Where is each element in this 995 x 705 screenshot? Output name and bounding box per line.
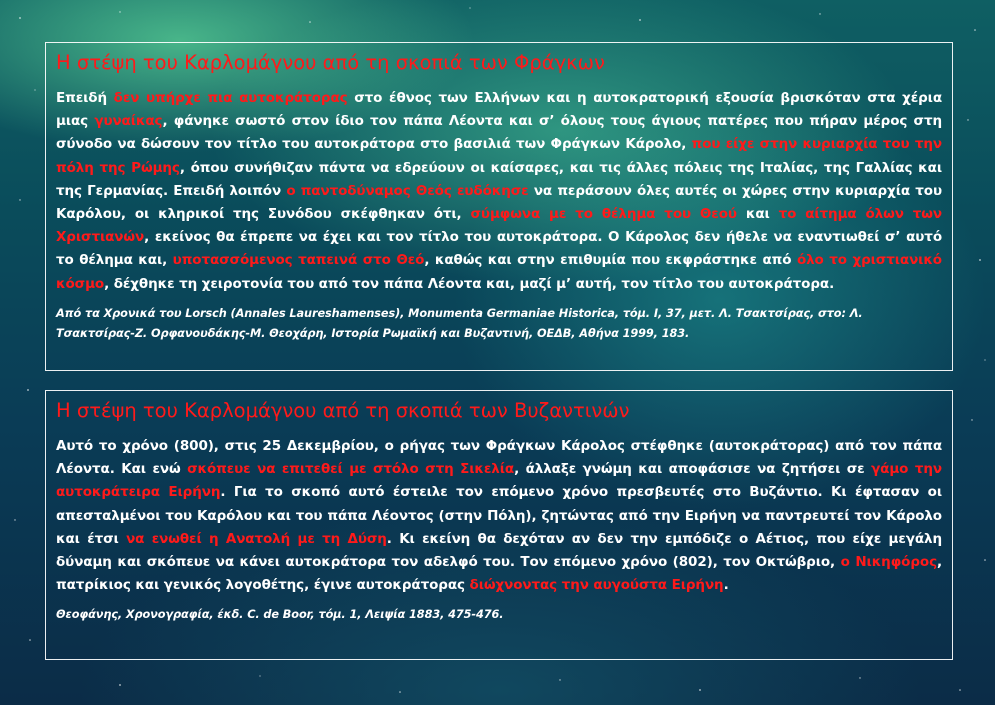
highlighted-phrase: που είχε στην κυριαρχία του την πόλη της Ρώμης <box>56 136 942 176</box>
highlighted-phrase: δεν υπήρχε πια αυτοκράτορας <box>113 90 348 106</box>
highlighted-phrase: όλο το χριστιανικό κόσμο <box>56 252 942 292</box>
highlighted-phrase: σύμφωνα με το θέλημα του Θεού <box>470 206 737 223</box>
highlighted-phrase: να ενωθεί η Ανατολή με τη Δύση <box>126 530 387 547</box>
panel-title: Η στέψη του Καρλομάγνου από τη σκοπιά των Φράγκων <box>56 51 605 74</box>
text-run: , φάνηκε σωστό στον ίδιο τον πάπα Λέοντα και σ’ όλους τους άγιους πατέρες που πήραν μέρος στη σύνοδο να δώσουν τον τίτλο του αυτοκράτορα στο βασιλιά των Φράγκων Κάρολο, <box>56 113 942 153</box>
text-run: , άλλαξε γνώμη και αποφάσισε να ζητήσει σε <box>514 461 872 478</box>
text-run: , πατρίκιος και γενικός λογοθέτης, έγινε αυτοκράτορας <box>56 554 942 594</box>
highlighted-phrase: το αίτημα όλων των Χριστιανών <box>56 206 943 246</box>
text-run: . <box>723 577 729 594</box>
highlighted-phrase: διώχνοντας την αυγούστα Ειρήνη <box>469 577 724 594</box>
text-run: , καθώς και στην επιθυμία που εκφράστηκε από <box>424 252 797 269</box>
highlighted-phrase: ο Νικηφόρος <box>840 554 937 571</box>
highlighted-phrase: ο παντοδύναμος Θεός ευδόκησε <box>286 182 529 199</box>
byzantine-perspective-panel <box>45 390 953 660</box>
source-excerpt-text <box>56 87 942 296</box>
text-run: , δέχθηκε τη χειροτονία του από τον πάπα Λέοντα και, μαζί μ’ αυτή, τον τίτλο του αυτοκράτορα. <box>104 275 835 292</box>
text-run: , εκείνος θα έπρεπε να έχει και τον τίτλο του αυτοκράτορα. Ο Κάρολος δεν ήθελε να εναντιωθεί σ’ αυτό το θέλημα και, <box>56 229 942 269</box>
franks-perspective-panel <box>45 42 953 371</box>
highlighted-phrase: υποτασσόμενος ταπεινά στο Θεό <box>172 252 425 269</box>
text-run: στο έθνος των Ελλήνων και η αυτοκρατορική εξουσία βρισκόταν στα χέρια μιας <box>56 90 943 130</box>
highlighted-phrase: σκόπευε να επιτεθεί με στόλο στη Σικελία <box>187 461 515 478</box>
text-run: , όπου συνήθιζαν πάντα να εδρεύουν οι καίσαρες, και τις άλλες πόλεις της Ιταλίας, της Γαλλίας και της Γερμανίας. Επειδή λοιπόν <box>56 159 942 199</box>
text-run: να περάσουν όλες αυτές οι χώρες στην κυριαρχία του Καρόλου, οι κληρικοί της Συνόδου σκέφθηκαν ότι, <box>56 182 942 223</box>
highlighted-phrase: γυναίκας <box>94 113 163 130</box>
text-run: . Για το σκοπό αυτό έστειλε τον επόμενο χρόνο πρεσβευτές στο Βυζάντιο. Κι έφτασαν οι απεσταλμένοι του Καρόλου και του πάπα Λέοντος (στην Πόλη), ζητώντας από την Ειρήνη να παντρευτεί τον Κάρολο και έτσι <box>56 484 942 547</box>
text-run: και <box>736 206 779 223</box>
highlighted-phrase: γάμο την αυτοκράτειρα Ειρήνη <box>56 461 942 501</box>
source-citation: Από τα Χρονικά του Lorsch (Annales Laureshamenses), Monumenta Germaniae Historica, τόμ. Ι, 37, μετ. Λ. Τσακτσίρας, στο: Λ. Τσακτσίρας-Ζ. Ορφανουδάκης-Μ. Θεοχάρη, Ιστορία Ρωμαϊκή και Βυζαντινή, ΟΕΔΒ, Αθήνα 1999, 183. <box>56 306 863 340</box>
source-citation: Θεοφάνης, Χρονογραφία, έκδ. C. de Boor, τόμ. 1, Λειψία 1883, 475-476. <box>56 608 504 622</box>
text-run: Επειδή <box>56 90 114 106</box>
text-run: . Κι εκείνη θα δεχόταν αν δεν την εμπόδιζε ο Αέτιος, που είχε μεγάλη δύναμη και σκόπευε να κάνει αυτοκράτορα τον αδελφό του. Τον επόμενο χρόνο (802), τον Οκτώβριο, <box>56 530 942 571</box>
text-run: Αυτό το χρόνο (800), στις 25 Δεκεμβρίου, ο ρήγας των Φράγκων Κάρολος στέφθηκε (αυτοκράτορας) από τον πάπα Λέοντα. Και ενώ <box>56 438 942 478</box>
source-excerpt-text <box>56 435 942 597</box>
panel-title: Η στέψη του Καρλομάγνου από τη σκοπιά των Βυζαντινών <box>56 399 630 422</box>
